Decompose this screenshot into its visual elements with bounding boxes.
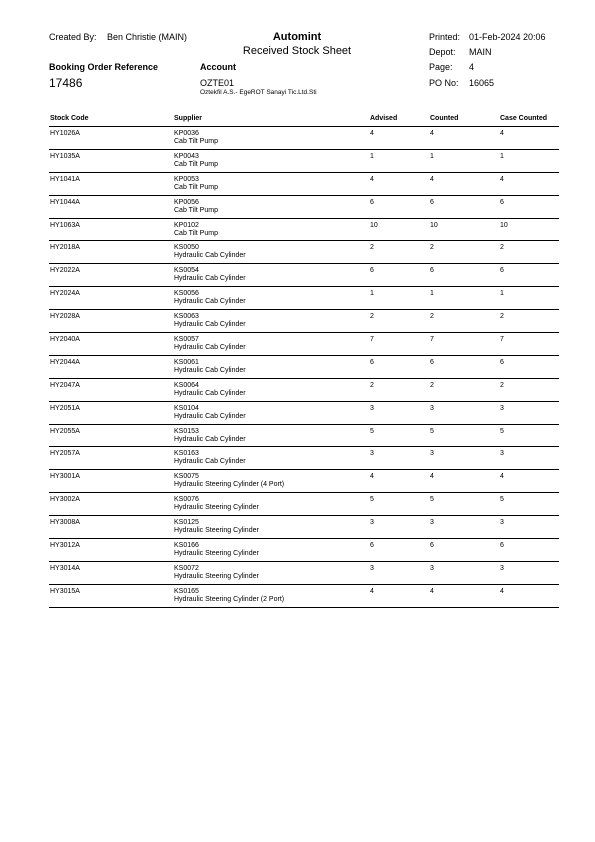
advised-cell: 3 xyxy=(370,564,374,572)
stock-code-cell: HY1063A xyxy=(50,221,80,229)
table-row xyxy=(49,379,559,402)
counted-cell: 6 xyxy=(430,542,434,550)
case-counted-cell: 1 xyxy=(500,290,504,298)
table-row xyxy=(49,287,559,310)
printed-label: Printed: xyxy=(429,32,461,42)
stock-code-cell: HY1035A xyxy=(50,152,80,160)
supplier-description: Hydraulic Cab Cylinder xyxy=(174,435,246,443)
col-counted: Counted xyxy=(430,115,459,122)
table-row xyxy=(49,127,559,150)
supplier-cell xyxy=(174,244,246,260)
supplier-code: KS0076 xyxy=(174,496,199,504)
supplier-description: Hydraulic Steering Cylinder xyxy=(174,572,259,580)
supplier-description: Cab Tilt Pump xyxy=(174,206,218,214)
stock-code-cell: HY2057A xyxy=(50,450,80,458)
account-name: Oztekfil A.S.- EgeROT Sanayi Tic.Ltd.Sti xyxy=(200,89,317,96)
stock-code-cell: HY3015A xyxy=(50,587,80,595)
supplier-description: Hydraulic Cab Cylinder xyxy=(174,389,246,397)
stock-code-cell: HY3001A xyxy=(50,473,80,481)
col-stock-code: Stock Code xyxy=(50,115,89,122)
case-counted-cell: 6 xyxy=(500,358,504,366)
stock-code-cell: HY1044A xyxy=(50,198,80,206)
counted-cell: 2 xyxy=(430,244,434,252)
case-counted-cell: 3 xyxy=(500,519,504,527)
case-counted-cell: 3 xyxy=(500,450,504,458)
case-counted-cell: 1 xyxy=(500,152,504,160)
table-row xyxy=(49,447,559,470)
advised-cell: 3 xyxy=(370,404,374,412)
table-row xyxy=(49,356,559,379)
stock-code-cell: HY3012A xyxy=(50,542,80,550)
counted-cell: 4 xyxy=(430,130,434,137)
stock-code-cell: HY1026A xyxy=(50,130,80,137)
stock-code-cell: HY2024A xyxy=(50,290,80,298)
page-label: Page: xyxy=(429,62,453,72)
counted-cell: 1 xyxy=(430,290,434,298)
advised-cell: 6 xyxy=(370,267,374,275)
supplier-cell xyxy=(174,588,284,604)
supplier-cell xyxy=(174,199,218,215)
supplier-description: Hydraulic Cab Cylinder xyxy=(174,252,246,260)
table-row xyxy=(49,402,559,425)
case-counted-cell: 6 xyxy=(500,542,504,550)
stock-code-cell: HY3002A xyxy=(50,496,80,504)
page-value: 4 xyxy=(469,62,475,72)
counted-cell: 6 xyxy=(430,358,434,366)
stock-code-cell: HY2028A xyxy=(50,313,80,321)
counted-cell: 6 xyxy=(430,198,434,206)
stock-code-cell: HY2018A xyxy=(50,244,80,252)
supplier-code: KS0153 xyxy=(174,427,199,435)
sheet-title: Received Stock Sheet xyxy=(242,45,352,57)
advised-cell: 6 xyxy=(370,198,374,206)
printed-value: 01-Feb-2024 20:06 xyxy=(469,32,546,42)
supplier-cell xyxy=(174,153,218,169)
account-label: Account xyxy=(200,62,236,72)
supplier-code: KP0056 xyxy=(174,198,199,206)
supplier-code: KS0054 xyxy=(174,267,199,275)
table-row xyxy=(49,264,559,287)
supplier-cell xyxy=(174,336,246,352)
supplier-cell xyxy=(174,176,218,192)
case-counted-cell: 2 xyxy=(500,381,504,389)
counted-cell: 4 xyxy=(430,175,434,183)
advised-cell: 4 xyxy=(370,587,374,595)
case-counted-cell: 10 xyxy=(500,221,508,229)
stock-code-cell: HY2040A xyxy=(50,336,80,344)
po-value: 16065 xyxy=(469,78,495,88)
stock-code-cell: HY2055A xyxy=(50,427,80,435)
col-case-counted: Case Counted xyxy=(500,115,548,122)
created-by-value: Ben Christie (MAIN) xyxy=(107,32,188,42)
supplier-cell xyxy=(174,290,246,306)
supplier-code: KS0163 xyxy=(174,450,199,458)
advised-cell: 5 xyxy=(370,496,374,504)
counted-cell: 5 xyxy=(430,427,434,435)
supplier-code: KS0075 xyxy=(174,473,199,481)
case-counted-cell: 7 xyxy=(500,336,504,344)
counted-cell: 3 xyxy=(430,519,434,527)
supplier-cell xyxy=(174,267,246,283)
supplier-code: KS0063 xyxy=(174,313,199,321)
counted-cell: 10 xyxy=(430,221,438,229)
advised-cell: 2 xyxy=(370,313,374,321)
counted-cell: 2 xyxy=(430,381,434,389)
supplier-description: Hydraulic Steering Cylinder xyxy=(174,550,259,558)
advised-cell: 4 xyxy=(370,130,374,137)
case-counted-cell: 3 xyxy=(500,404,504,412)
table-row xyxy=(49,333,559,356)
table-row xyxy=(49,470,559,493)
table-row xyxy=(49,425,559,448)
supplier-description: Hydraulic Cab Cylinder xyxy=(174,321,246,329)
counted-cell: 4 xyxy=(430,587,434,595)
case-counted-cell: 4 xyxy=(500,130,504,137)
counted-cell: 1 xyxy=(430,152,434,160)
case-counted-cell: 6 xyxy=(500,198,504,206)
supplier-cell xyxy=(174,450,246,466)
supplier-cell xyxy=(174,473,284,489)
supplier-cell xyxy=(174,222,218,238)
advised-cell: 4 xyxy=(370,473,374,481)
counted-cell: 5 xyxy=(430,496,434,504)
supplier-code: KP0102 xyxy=(174,221,199,229)
col-supplier: Supplier xyxy=(174,115,203,122)
advised-cell: 3 xyxy=(370,450,374,458)
supplier-cell xyxy=(174,519,259,535)
case-counted-cell: 4 xyxy=(500,587,504,595)
supplier-cell xyxy=(174,428,246,444)
counted-cell: 3 xyxy=(430,564,434,572)
table-row xyxy=(49,150,559,173)
counted-cell: 2 xyxy=(430,313,434,321)
stock-code-cell: HY2051A xyxy=(50,404,80,412)
supplier-description: Cab Tilt Pump xyxy=(174,160,218,168)
table-header xyxy=(49,114,559,127)
stock-code-cell: HY2044A xyxy=(50,358,80,366)
advised-cell: 1 xyxy=(370,290,374,298)
supplier-cell xyxy=(174,313,246,329)
case-counted-cell: 2 xyxy=(500,313,504,321)
case-counted-cell: 3 xyxy=(500,564,504,572)
advised-cell: 7 xyxy=(370,336,374,344)
supplier-code: KS0072 xyxy=(174,564,199,572)
advised-cell: 3 xyxy=(370,519,374,527)
supplier-description: Cab Tilt Pump xyxy=(174,138,218,145)
supplier-cell xyxy=(174,542,259,558)
supplier-cell xyxy=(174,565,259,581)
supplier-code: KS0165 xyxy=(174,587,199,595)
table-row xyxy=(49,562,559,585)
supplier-description: Hydraulic Cab Cylinder xyxy=(174,458,246,466)
advised-cell: 5 xyxy=(370,427,374,435)
booking-ref-label: Booking Order Reference xyxy=(49,62,159,72)
supplier-description: Hydraulic Cab Cylinder xyxy=(174,275,246,283)
table-row xyxy=(49,173,559,196)
supplier-cell xyxy=(174,382,246,398)
stock-code-cell: HY3014A xyxy=(50,564,80,572)
supplier-code: KS0104 xyxy=(174,404,199,412)
counted-cell: 3 xyxy=(430,404,434,412)
advised-cell: 2 xyxy=(370,381,374,389)
supplier-code: KS0061 xyxy=(174,358,199,366)
advised-cell: 4 xyxy=(370,175,374,183)
supplier-description: Hydraulic Cab Cylinder xyxy=(174,366,246,374)
stock-code-cell: HY2047A xyxy=(50,381,80,389)
case-counted-cell: 5 xyxy=(500,427,504,435)
created-by-label: Created By: xyxy=(49,32,97,42)
advised-cell: 2 xyxy=(370,244,374,252)
table-row xyxy=(49,539,559,562)
table-row xyxy=(49,196,559,219)
supplier-description: Cab Tilt Pump xyxy=(174,229,218,237)
counted-cell: 7 xyxy=(430,336,434,344)
supplier-description: Cab Tilt Pump xyxy=(174,183,218,191)
supplier-description: Hydraulic Cab Cylinder xyxy=(174,298,246,306)
stock-code-cell: HY2022A xyxy=(50,267,80,275)
supplier-description: Hydraulic Cab Cylinder xyxy=(174,412,246,420)
case-counted-cell: 6 xyxy=(500,267,504,275)
account-code: OZTE01 xyxy=(200,78,235,88)
stock-code-cell: HY1041A xyxy=(50,175,80,183)
supplier-code: KS0064 xyxy=(174,381,199,389)
supplier-cell xyxy=(174,405,246,421)
case-counted-cell: 4 xyxy=(500,175,504,183)
supplier-cell xyxy=(174,496,259,512)
col-advised: Advised xyxy=(370,115,398,122)
table-body xyxy=(49,127,559,608)
company-title: Automint xyxy=(272,31,322,43)
counted-cell: 6 xyxy=(430,267,434,275)
case-counted-cell: 4 xyxy=(500,473,504,481)
stock-code-cell: HY3008A xyxy=(50,519,80,527)
table-row xyxy=(49,516,559,539)
supplier-description: Hydraulic Steering Cylinder (2 Port) xyxy=(174,595,285,603)
advised-cell: 10 xyxy=(370,221,378,229)
depot-label: Depot: xyxy=(429,47,456,57)
case-counted-cell: 2 xyxy=(500,244,504,252)
table-row xyxy=(49,493,559,516)
supplier-code: KP0053 xyxy=(174,175,199,183)
supplier-code: KP0043 xyxy=(174,152,199,160)
booking-ref-value: 17486 xyxy=(49,76,83,90)
supplier-description: Hydraulic Steering Cylinder xyxy=(174,504,259,512)
depot-value: MAIN xyxy=(469,47,492,57)
advised-cell: 1 xyxy=(370,152,374,160)
supplier-cell xyxy=(174,130,218,146)
supplier-code: KS0166 xyxy=(174,542,199,550)
table-row xyxy=(49,219,559,242)
advised-cell: 6 xyxy=(370,542,374,550)
counted-cell: 3 xyxy=(430,450,434,458)
supplier-code: KS0057 xyxy=(174,336,199,344)
supplier-code: KS0056 xyxy=(174,290,199,298)
table-row xyxy=(49,241,559,264)
supplier-description: Hydraulic Cab Cylinder xyxy=(174,344,246,352)
po-label: PO No: xyxy=(429,78,459,88)
stock-table xyxy=(49,114,559,608)
supplier-code: KP0036 xyxy=(174,130,199,137)
advised-cell: 6 xyxy=(370,358,374,366)
case-counted-cell: 5 xyxy=(500,496,504,504)
supplier-description: Hydraulic Steering Cylinder xyxy=(174,527,259,535)
supplier-description: Hydraulic Steering Cylinder (4 Port) xyxy=(174,481,285,489)
supplier-cell xyxy=(174,359,246,375)
table-row xyxy=(49,310,559,333)
counted-cell: 4 xyxy=(430,473,434,481)
supplier-code: KS0125 xyxy=(174,519,199,527)
supplier-code: KS0050 xyxy=(174,244,199,252)
table-row xyxy=(49,585,559,608)
